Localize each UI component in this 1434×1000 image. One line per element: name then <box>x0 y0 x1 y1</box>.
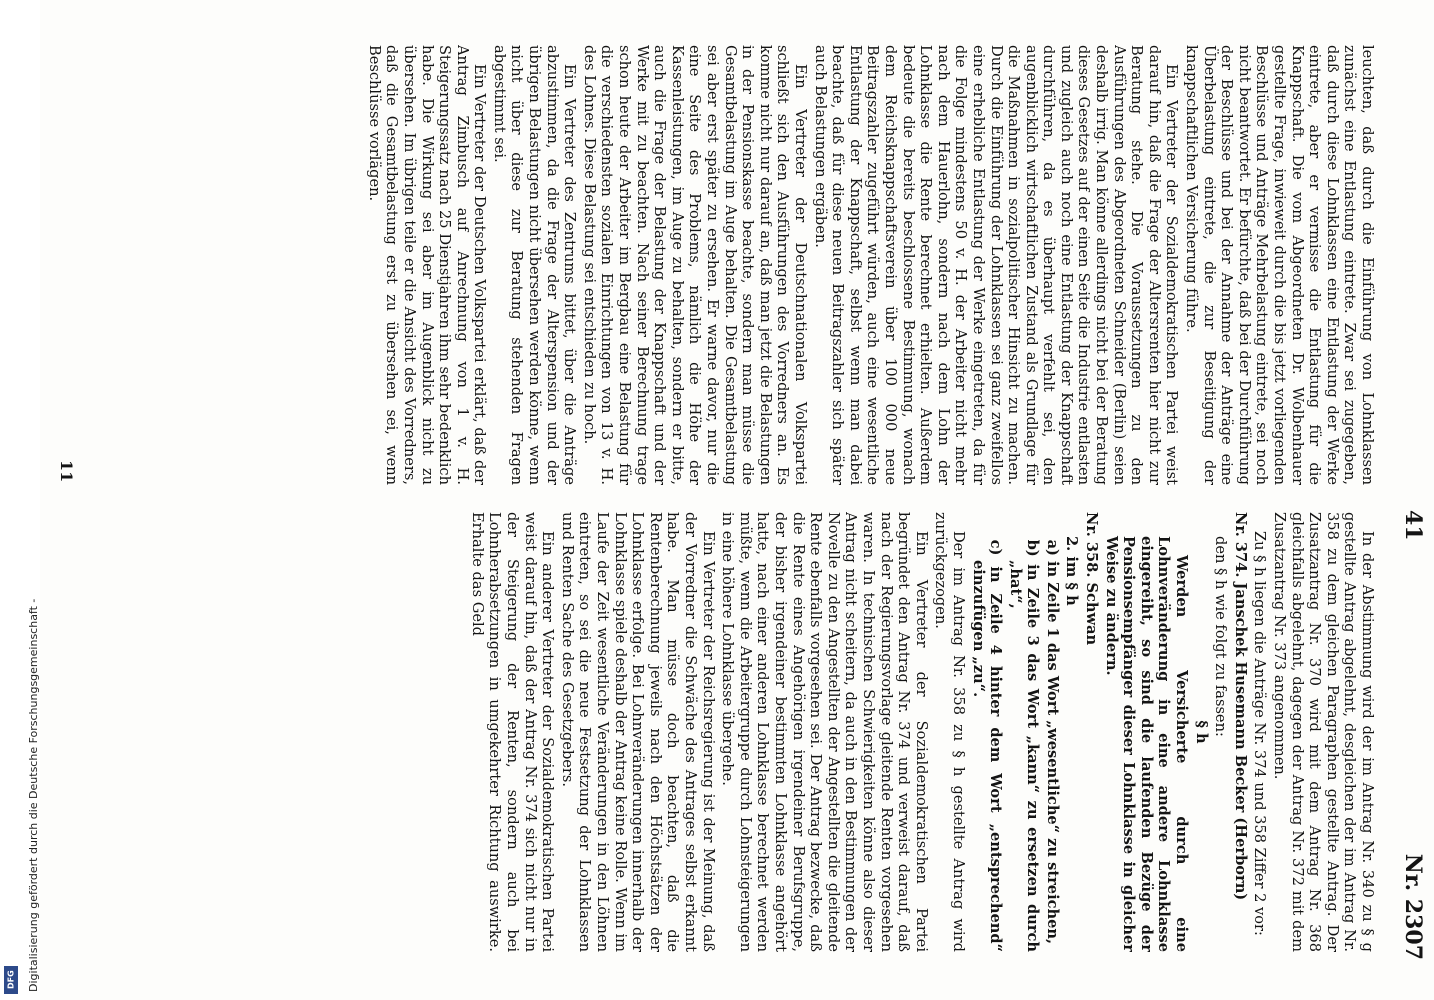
left-column <box>76 45 1376 485</box>
paragraph: Zu § h liegen die Anträge Nr. 374 und 358 Ziffer 2 vor: <box>1251 530 1269 936</box>
paragraph: Ein Vertreter des Zentrums bittet, über die Anträge abzustimmen, da die Frage der Alterspension und der übrigen Belastungen nicht übersehen werden könne, wenn nicht über diese zur Beratung stehenden Fragen abgestimmt sei. <box>490 45 579 485</box>
motion-subitem: c) in Zeile 4 hinter dem Wort „entsprechend“ einzufügen „zu“. <box>969 539 1005 952</box>
credit-text: Digitalisierung gefördert durch die Deutsche Forschungsgemeinschaft - <box>27 598 40 992</box>
credit-margin <box>0 0 40 1000</box>
document-number: Nr. 2307 <box>1400 853 1426 960</box>
section-mark: § h <box>1192 720 1210 744</box>
paragraph: Ein anderer Vertreter der Sozialdemokratischen Partei weist darauf hin, daß der Antrag Nr. 374 sich nicht nur in der Steigerung der Renten, sondern auch bei Lohnherabsetzungen in umgekehrter Richtung auswirke. Erhalte das Geld <box>468 512 557 952</box>
motion-line: den § h wie folgt zu fassen: <box>1212 536 1230 737</box>
motion-text: Werden Versicherte durch eine Lohnveränderung in eine andere Lohnklasse eingereiht, so sind die laufenden Bezüge der Pensionsempfänger dieser Lohnklasse in gleicher Weise zu ändern. <box>1102 536 1191 952</box>
footer-mark: 11 <box>57 460 76 483</box>
document-page <box>40 0 1434 1000</box>
paragraph: Ein Vertreter der Deutschnationalen Volkspartei schließt sich den Ausführungen des Vorredners an. Es komme nicht nur darauf an, daß man jetzt die Belastungen in der Pensionskasse beachte, sondern man müsse die Gesamtbelastung im Auge behalten. Die Gesamtbelastung sei aber erst später zu ersehen. Er warne davor, nur die eine Seite des Problems, nämlich die Höhe der Kassenleistungen, im Auge zu behalten, sondern er bitte, auch die Frage der Belastung der Knappschaft und der Werke mit zu beachten. Nach seiner Berechnung trage schon heute der Arbeiter im Bergbau eine Belastung für die verschiedensten sozialen Einrichtungen von 13 v. H. des Lohnes. Diese Belastung sei entschieden zu hoch. <box>580 45 809 485</box>
paragraph: Ein Vertreter der Deutschen Volkspartei erklärt, daß der Antrag Zimbusch auf Anrechnung von 1 v. H. Steigerungssatz nach 25 Dienstjahren ihm sehr bedenklich habe. Die Wirkung sei aber im Augenblick nicht zu übersehen. Im übrigen teile er die Ansicht des Vorredners, daß die Gesamtbelastung erst zu übersehen sei, wenn Beschlüsse vorlägen. <box>365 45 489 485</box>
right-column <box>76 512 1376 952</box>
page-number: 41 <box>1400 510 1426 541</box>
paragraph: Ein Vertreter der Sozialdemokratischen Partei weist darauf hin, daß die Frage der Altersrenten hier nicht zur Beratung stehe. Die Voraussetzungen zu den Ausführungen des Abgeordneten Schneider (Berlin) seien deshalb irrig. Man könne allerdings nicht bei der Beratung dieses Gesetzes auf der einen Seite die Industrie entlasten und zugleich auch noch eine Entlastung der Knappschaft durchführen, da es überhaupt verfehlt sei, den augenblicklich wirtschaftlichen Zustand als Grundlage für die Maßnahmen in sozialpolitischer Hinsicht zu machen. Durch die Einführung der Lohnklassen sei ganz zweifellos eine erhebliche Entlastung der Werke eingetreten, da für die Folge mindestens 50 v. H. der Arbeiter nicht mehr nach dem Hauerlohn, sondern nach dem Lohn der Lohnklasse die Rente berechnet erhielten. Außerdem bedeute die bereits beschlossene Bestimmung, wonach dem Reichsknappschaftsverein über 100 000 neue Beitragszahler zugeführt würden, auch eine wesentliche Entlastung der Knappschaft, selbst wenn man dabei beachte, daß für diese neuen Beitragszahler sich später auch Belastungen ergäben. <box>811 45 1181 485</box>
motion-subitem: a) in Zeile 1 das Wort „wesentliche“ zu streichen, <box>1043 539 1061 945</box>
motion-heading: Nr. 374. Janschek Husemann Becker (Herborn) <box>1231 512 1249 901</box>
motion-subitem: b) in Zeile 3 das Wort „kann“ zu ersetzen durch „hat“, <box>1006 539 1042 952</box>
motion-heading: Nr. 358. Schwan <box>1083 512 1101 646</box>
paragraph: Ein Vertreter der Reichsregierung ist der Meinung, daß der Vorredner die Schwäche des Antrages selbst erkannt habe. Man müsse doch beachten, daß die Rentenberechnung jeweils nach den Höchstsätzen der Lohnklasse erfolge. Bei Lohnveränderungen innerhalb der Lohnklasse spiele deshalb der Antrag keine Rolle. Wenn im Laufe der Zeit wesentliche Veränderungen in den Löhnen eintreten, so sei die neue Festsetzung der Lohnklassen und Renten Sache des Gesetzgebers. <box>558 512 717 952</box>
rotated-page-content <box>40 0 1434 1000</box>
paragraph: In der Abstimmung wird der im Antrag Nr. 340 zu § g gestellte Antrag abgelehnt, desgleichen der im Antrag Nr. 358 zu dem gleichen Paragraphen gestellte Antrag. Der Zusatzantrag Nr. 370 wird mit dem Antrag Nr. 368 gleichfalls abgelehnt, dagegen der Antrag Nr. 372 mit dem Zusatzantrag Nr. 373 angenommen. <box>1271 512 1376 952</box>
motion-item: 2. im § h <box>1063 536 1081 606</box>
page-header <box>1386 40 1426 960</box>
paragraph: Der im Antrag Nr. 358 zu § h gestellte Antrag wird zurückgezogen. <box>932 512 967 952</box>
paragraph: Ein Vertreter der Sozialdemokratischen Partei begründet den Antrag Nr. 374 und verweist darauf, daß nach der Regierungsvorlage gleitende Renten vorgesehen waren. In technischen Schwierigkeiten könne also dieser Antrag nicht scheitern, da auch in den Bestimmungen der Novelle zu den Angestellten der Angestellten die gleitende Rente ebenfalls vorgesehen sei. Der Antrag bezwecke, daß die Rente eines Angehörigen irgendeiner Berufsgruppe, der bisher irgendeiner bestimmten Lohnklasse angehört hatte, nach einer anderen Lohnklasse berechnet werden müßte, wenn die Arbeitergruppe durch Lohnsteigerungen in eine höhere Lohnklasse übergehe. <box>719 512 930 952</box>
paragraph: leuchten, daß durch die Einführung von Lohnklassen zunächst eine Entlastung eintrete. Zwar sei zugegeben, daß durch diese Lohnklassen eine Entlastung der Werke eintrete, aber er vermisse die Entlastung für die Knappschaft. Die vom Abgeordneten Dr. Wolbenhauer gestellte Frage, inwieweit durch die bis jetzt vorliegenden Beschlüsse und Anträge Mehrbelastung eintrete, sei noch nicht beantwortet. Er befürchte, daß bei der Durchführung der Beschlüsse und bei der Annahme der Anträge eine Überbelastung eintrete, die zur Beseitigung der knappschaftlichen Versicherung führe. <box>1183 45 1376 485</box>
dfg-logo-icon: DFG <box>4 966 18 994</box>
